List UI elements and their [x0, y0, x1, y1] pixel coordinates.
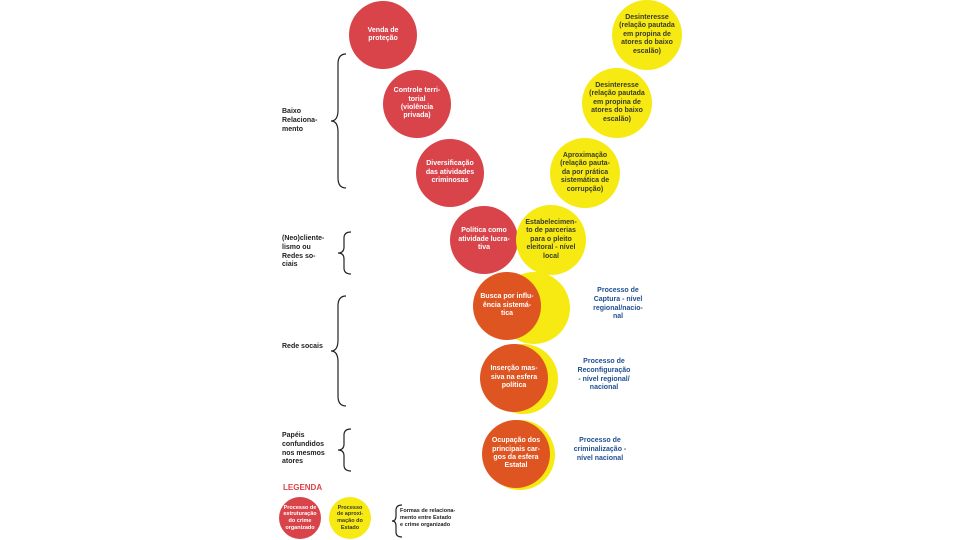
- state-circle-partnership: [516, 205, 586, 275]
- process-label-reconfiguration: Processo de Reconfiguração - nível regional/ nacional: [577, 358, 631, 392]
- crime-circle-protection-sale: [349, 1, 417, 69]
- brace-low-relationship: [328, 52, 350, 190]
- label-clientelism: (Neo)cliente- lismo ou Redes so- ciais: [282, 235, 325, 269]
- label-low-relationship: Baixo Relaciona- mento: [282, 108, 318, 133]
- overlap-circle-state-occupation: [482, 420, 550, 488]
- legend-yellow-circle: [329, 497, 371, 539]
- circle-label: Controle terri- torial (violência privada): [393, 87, 441, 120]
- legend-brace-label: Formas de relaciona- mento entre Estado e crime organizado: [400, 508, 456, 528]
- state-circle-disinterest-2: [582, 68, 652, 138]
- legend-label: Processo de aproxi- mação do Estado: [336, 504, 364, 531]
- circle-label: Ocupação dos principais car- gos da esfera Estatal: [491, 437, 541, 470]
- overlap-circle-influence: [473, 272, 541, 340]
- legend-title: LEGENDA: [283, 483, 323, 492]
- circle-label: Aproximação (relação pauta- da por prática sistemática de corrupção): [560, 152, 610, 193]
- state-circle-disinterest-1: [612, 0, 682, 70]
- process-label-criminalization: Processo de criminalização - nível nacional: [573, 437, 627, 462]
- label-confused-roles: Papéis confundidos nos mesmos atores: [282, 432, 325, 466]
- legend-label: Processo de estruturação do crime organizado: [283, 504, 317, 531]
- circle-label: Política como atividade lucra- tiva: [458, 227, 510, 252]
- circle-label: Busca por influ- ência sistemá- tica: [480, 293, 534, 318]
- state-circle-approximation: [550, 138, 620, 208]
- circle-label: Venda de proteção: [367, 26, 399, 42]
- circle-label: Diversificação das atividades criminosas: [425, 160, 475, 185]
- brace-social-networks: [328, 294, 350, 408]
- crime-circle-diversification: [416, 139, 484, 207]
- crime-circle-politics-lucrative: [450, 206, 518, 274]
- label-social-networks: Rede socais: [282, 343, 323, 350]
- circle-label: Desinteresse (relação pautada em propina de atores do baixo escalão): [619, 14, 675, 55]
- circle-label: Desinteresse (relação pautada em propina de atores do baixo escalão): [589, 82, 645, 123]
- overlap-circle-political-insertion: [480, 344, 548, 412]
- circle-label: Estabelecimen- to de parcerias para o pleito eleitoral - nível local: [525, 219, 577, 260]
- process-label-capture: Processo de Captura - nível regional/nacio- nal: [593, 287, 643, 321]
- legend-red-circle: [279, 497, 321, 539]
- brace-confused-roles: [335, 427, 355, 473]
- crime-circle-territorial-control: [383, 70, 451, 138]
- circle-label: Inserção mas- siva na esfera política: [490, 365, 538, 390]
- brace-clientelism: [335, 230, 355, 276]
